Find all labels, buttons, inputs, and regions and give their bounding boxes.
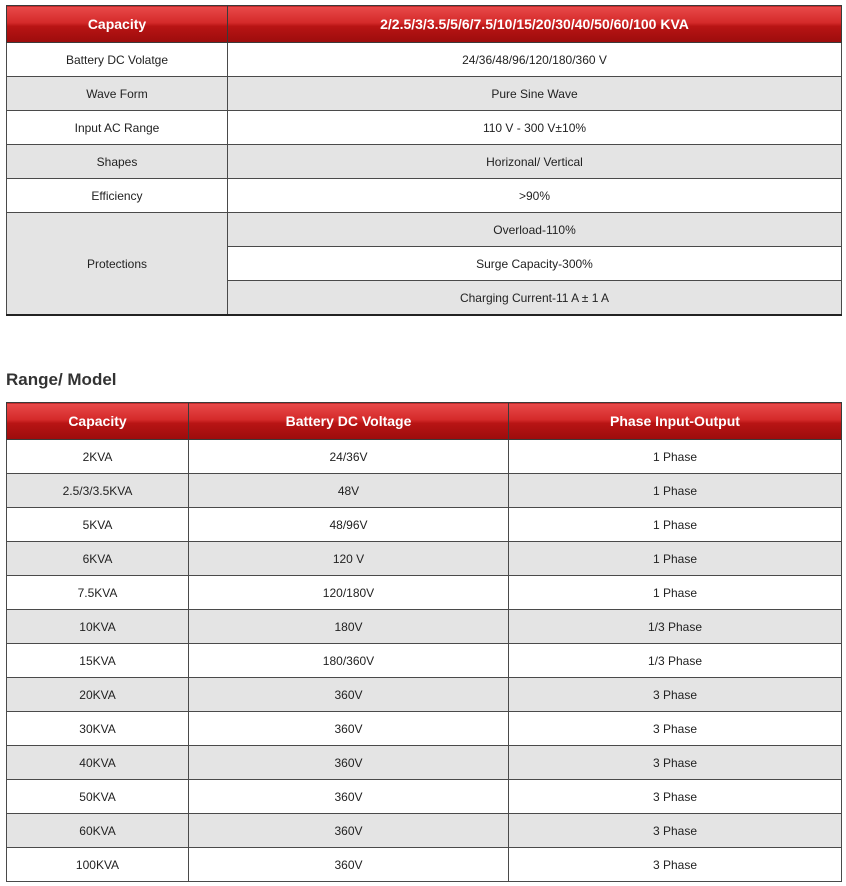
model-capacity-cell: 2KVA xyxy=(7,440,189,474)
model-voltage-cell: 360V xyxy=(189,712,509,746)
model-capacity-cell: 2.5/3/3.5KVA xyxy=(7,474,189,508)
spec-row xyxy=(7,43,842,77)
spec-header-row xyxy=(7,6,842,43)
range-model-heading: Range/ Model xyxy=(6,370,117,389)
model-phase-cell: 1 Phase xyxy=(509,508,842,542)
model-header-row xyxy=(7,403,842,440)
model-voltage-cell: 360V xyxy=(189,848,509,882)
model-capacity-cell: 100KVA xyxy=(7,848,189,882)
table-row xyxy=(7,576,842,610)
protection-item: Surge Capacity-300% xyxy=(228,247,842,281)
model-capacity-cell: 20KVA xyxy=(7,678,189,712)
table-row xyxy=(7,746,842,780)
spec-header-capacity: Capacity xyxy=(7,6,228,43)
model-voltage-cell: 180V xyxy=(189,610,509,644)
table-row xyxy=(7,474,842,508)
spec-label: Efficiency xyxy=(7,179,228,213)
spec-header-capacity-range: 2/2.5/3/3.5/5/6/7.5/10/15/20/30/40/50/60/100 KVA xyxy=(228,6,842,43)
model-phase-cell: 1 Phase xyxy=(509,440,842,474)
spec-row xyxy=(7,145,842,179)
protection-item: Charging Current-11 A ± 1 A xyxy=(228,281,842,316)
model-capacity-cell: 40KVA xyxy=(7,746,189,780)
model-voltage-cell: 120 V xyxy=(189,542,509,576)
specifications-table xyxy=(6,5,842,316)
model-capacity-cell: 10KVA xyxy=(7,610,189,644)
protections-label: Protections xyxy=(7,213,228,316)
model-phase-cell: 3 Phase xyxy=(509,746,842,780)
model-phase-cell: 1 Phase xyxy=(509,542,842,576)
model-header-battery-voltage: Battery DC Voltage xyxy=(189,403,509,440)
table-row xyxy=(7,678,842,712)
model-voltage-cell: 360V xyxy=(189,746,509,780)
model-voltage-cell: 360V xyxy=(189,678,509,712)
spec-label: Input AC Range xyxy=(7,111,228,145)
model-voltage-cell: 120/180V xyxy=(189,576,509,610)
model-voltage-cell: 48V xyxy=(189,474,509,508)
model-voltage-cell: 180/360V xyxy=(189,644,509,678)
model-header-phase: Phase Input-Output xyxy=(509,403,842,440)
model-capacity-cell: 15KVA xyxy=(7,644,189,678)
spec-row-protections xyxy=(7,213,842,247)
table-row xyxy=(7,440,842,474)
model-capacity-cell: 30KVA xyxy=(7,712,189,746)
spec-value: >90% xyxy=(228,179,842,213)
model-phase-cell: 3 Phase xyxy=(509,848,842,882)
protection-item: Overload-110% xyxy=(228,213,842,247)
model-phase-cell: 1/3 Phase xyxy=(509,610,842,644)
table-row xyxy=(7,780,842,814)
table-row xyxy=(7,610,842,644)
table-row xyxy=(7,814,842,848)
model-phase-cell: 1 Phase xyxy=(509,474,842,508)
model-table-body xyxy=(7,440,842,882)
model-voltage-cell: 360V xyxy=(189,814,509,848)
spec-value: 110 V - 300 V±10% xyxy=(228,111,842,145)
table-row xyxy=(7,508,842,542)
spec-label: Battery DC Volatge xyxy=(7,43,228,77)
model-phase-cell: 1/3 Phase xyxy=(509,644,842,678)
model-voltage-cell: 48/96V xyxy=(189,508,509,542)
model-capacity-cell: 50KVA xyxy=(7,780,189,814)
model-phase-cell: 3 Phase xyxy=(509,712,842,746)
table-row xyxy=(7,644,842,678)
range-model-table xyxy=(6,402,842,882)
model-phase-cell: 3 Phase xyxy=(509,814,842,848)
spec-value: Pure Sine Wave xyxy=(228,77,842,111)
table-row xyxy=(7,542,842,576)
spec-row xyxy=(7,179,842,213)
model-capacity-cell: 6KVA xyxy=(7,542,189,576)
model-header-capacity: Capacity xyxy=(7,403,189,440)
model-phase-cell: 3 Phase xyxy=(509,780,842,814)
spec-row xyxy=(7,77,842,111)
spec-value: Horizonal/ Vertical xyxy=(228,145,842,179)
model-capacity-cell: 5KVA xyxy=(7,508,189,542)
spec-label: Wave Form xyxy=(7,77,228,111)
table-row xyxy=(7,712,842,746)
model-phase-cell: 1 Phase xyxy=(509,576,842,610)
model-capacity-cell: 7.5KVA xyxy=(7,576,189,610)
spec-row xyxy=(7,111,842,145)
spec-value: 24/36/48/96/120/180/360 V xyxy=(228,43,842,77)
model-capacity-cell: 60KVA xyxy=(7,814,189,848)
model-phase-cell: 3 Phase xyxy=(509,678,842,712)
model-voltage-cell: 360V xyxy=(189,780,509,814)
table-row xyxy=(7,848,842,882)
spec-label: Shapes xyxy=(7,145,228,179)
model-voltage-cell: 24/36V xyxy=(189,440,509,474)
